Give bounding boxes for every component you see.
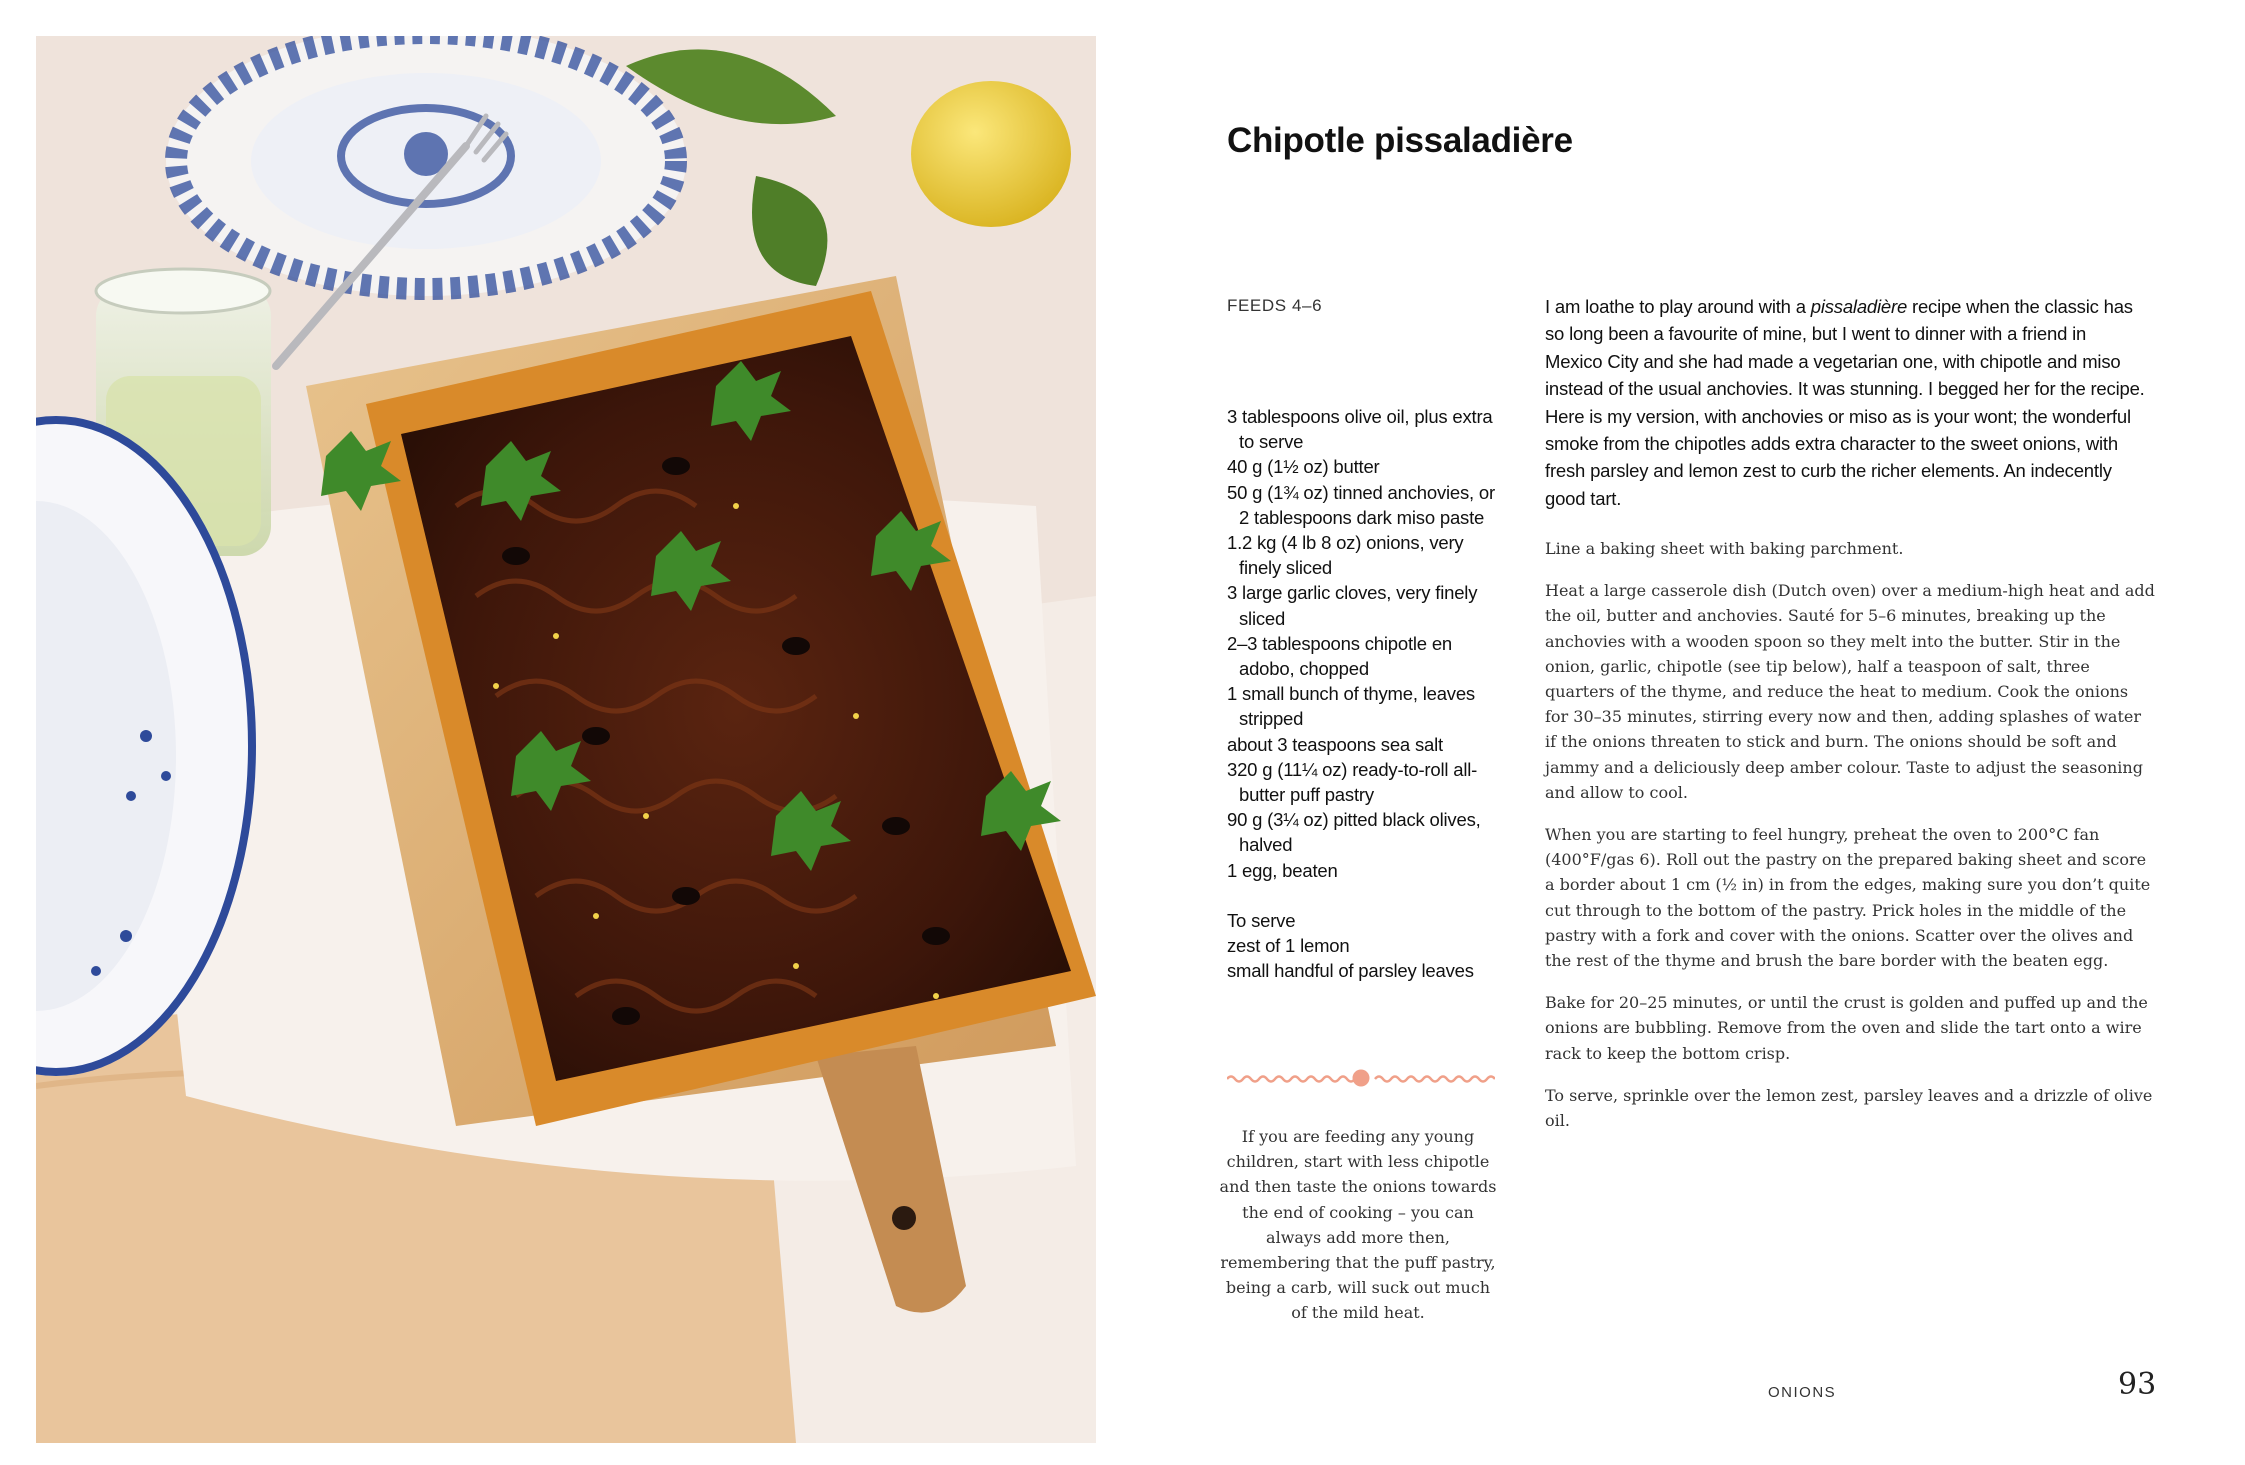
recipe-intro [1545,293,2145,512]
recipe-photo [36,36,1096,1443]
method-step: Line a baking sheet with baking parchment. [1545,539,1904,558]
decorative-divider [1227,1069,1495,1087]
ingredient-item: 1 egg, beaten [1227,859,1338,881]
ingredient-item: 2–3 tablespoons chipotle en adobo, chopped [1227,632,1453,680]
method-step: Heat a large casserole dish (Dutch oven) over a medium-high heat and add the oil, butter and anchovies. Sauté for 5–6 minutes, breaking up the anchovies with a wooden spoon so they melt into the butter. Stir in the onion, garlic, chipotle (see tip below), half a teaspoon of salt, three quarters of the thyme, and reduce the heat to medium. Cook the onions for 30–35 minutes, stirring every now and then, adding splashes of water if the onions threaten to stick and burn. The onions should be soft and jammy and a deliciously deep amber colour. Taste to adjust the seasoning and allow to cool. [1545,581,2155,802]
ingredient-list [1227,404,1507,983]
ingredient-item: 50 g (1¾ oz) tinned anchovies, or 2 tablespoons dark miso paste [1227,481,1495,528]
to-serve-heading: To serve [1227,909,1296,931]
intro-emphasis: pissaladière [1810,296,1908,317]
cooking-tip: If you are feeding any young children, start with less chipotle and then taste the onions towards the end of cooking – you can always add more then, remembering that the puff pastry, being a carb, will suck out much of the mild heat. [1219,1127,1497,1323]
method-step: To serve, sprinkle over the lemon zest, parsley leaves and a drizzle of olive oil. [1545,1085,2153,1131]
intro-text: recipe when the classic has so long been a favourite of mine, but I went to dinner with a friend in Mexico City and she had made a vegetarian one, with chipotle and miso instead of the usual anchovies. It was stunning. I begged her for the recipe. Here is my version, with anchovies or miso as is your wont; the wonderful smoke from the chipotles adds extra character to the sweet onions, with fresh parsley and lemon zest to curb the richer elements. An indecently good tart. [1545,296,2145,509]
ingredient-item: 1.2 kg (4 lb 8 oz) onions, very finely sliced [1227,532,1464,579]
section-name: ONIONS [1768,1384,1837,1401]
ingredient-item: about 3 teaspoons sea salt [1227,733,1443,755]
serve-item: small handful of parsley leaves [1227,960,1474,982]
ingredient-item: 40 g (1½ oz) butter [1227,456,1380,478]
ingredient-item: 3 tablespoons olive oil, plus extra to serve [1227,406,1493,453]
method-step: When you are starting to feel hungry, preheat the oven to 200°C fan (400°F/gas 6). Roll out the pastry on the prepared baking sheet and score a border about 1 cm (½ in) in from the edges, making sure you don’t quite cut through to the bottom of the pastry. Prick holes in the middle of the pastry with a fork and cover with the onions. Scatter over the olives and the rest of the thyme and brush the bare border with the beaten egg. [1545,825,2151,971]
ingredient-item: 3 large garlic cloves, very finely sliced [1227,582,1478,629]
intro-text: I am loathe to play around with a [1545,296,1811,317]
ingredient-item: 1 small bunch of thyme, leaves stripped [1227,683,1475,730]
page-number: 93 [2118,1367,2157,1402]
recipe-title: Chipotle pissaladière [1227,121,1573,161]
method-steps [1545,536,2155,1150]
method-step: Bake for 20–25 minutes, or until the crust is golden and puffed up and the onions are bubbling. Remove from the oven and slide the tart onto a wire rack to keep the bottom crisp. [1545,993,2148,1063]
servings-label: FEEDS 4–6 [1227,296,1323,315]
ingredient-item: 320 g (11¼ oz) ready-to-roll all-butter puff pastry [1227,758,1478,806]
serve-item: zest of 1 lemon [1227,935,1350,957]
ingredient-item: 90 g (3¼ oz) pitted black olives, halved [1227,809,1481,856]
